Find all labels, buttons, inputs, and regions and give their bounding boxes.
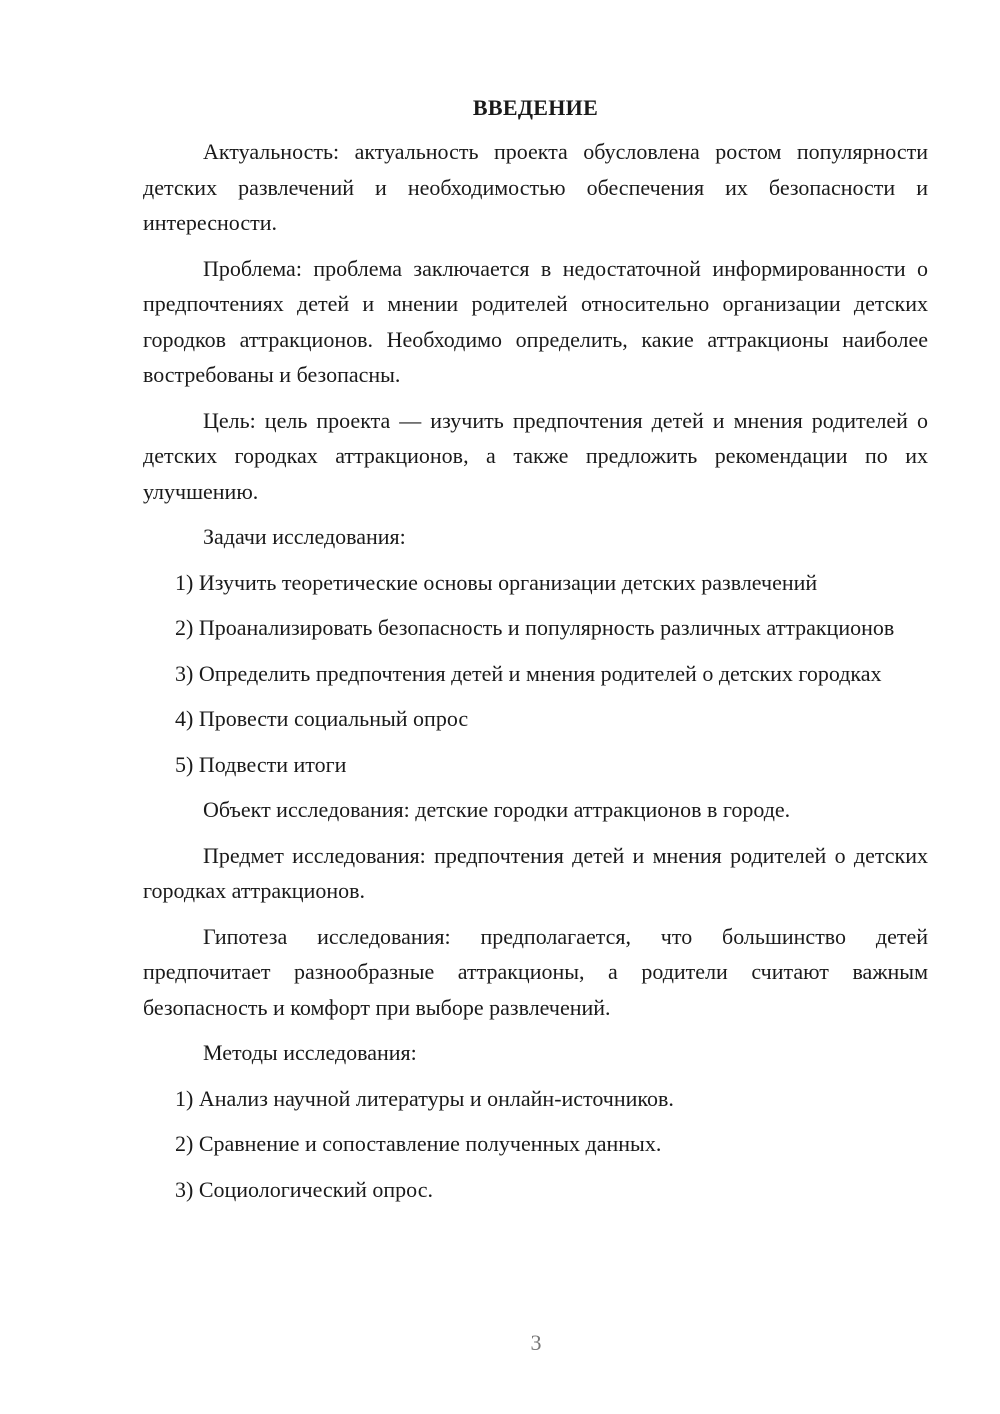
document-page bbox=[143, 90, 928, 1217]
page-number: 3 bbox=[530, 1330, 542, 1355]
method-item: 1) Анализ научной литературы и онлайн-источников. bbox=[175, 1085, 674, 1111]
section-title: ВВЕДЕНИЕ bbox=[472, 95, 599, 120]
method-item: 2) Сравнение и сопоставление полученных данных. bbox=[175, 1131, 662, 1156]
tasks-heading: Задачи исследования: bbox=[203, 524, 406, 549]
goal-paragraph: Цель: цель проекта — изучить предпочтения детей и мнения родителей о детских городках аттракционов, а также предложить рекомендации по их улучшению. bbox=[143, 407, 928, 504]
problem-paragraph: Проблема: проблема заключается в недостаточной информированности о предпочтениях детей и мнении родителей относительно организации детских городков аттракционов. Необходимо определить, какие аттракционы наиболее востребованы и безопасны. bbox=[143, 255, 928, 387]
task-item: 1) Изучить теоретические основы организации детских развлечений bbox=[175, 569, 818, 595]
object-paragraph: Объект исследования: детские городки аттракционов в городе. bbox=[203, 797, 791, 822]
relevance-paragraph: Актуальность: актуальность проекта обусловлена ростом популярности детских развлечений и необходимостью обеспечения их безопасности и интересности. bbox=[143, 139, 928, 235]
task-item: 5) Подвести итоги bbox=[175, 751, 347, 777]
methods-heading: Методы исследования: bbox=[203, 1040, 417, 1065]
subject-paragraph: Предмет исследования: предпочтения детей и мнения родителей о детских городках аттракционов. bbox=[143, 842, 928, 903]
method-item: 3) Социологический опрос. bbox=[175, 1176, 433, 1202]
task-item: 3) Определить предпочтения детей и мнения родителей о детских городках bbox=[175, 660, 882, 686]
hypothesis-paragraph: Гипотеза исследования: предполагается, что большинство детей предпочитает разнообразные аттракционы, а родители считают важным безопасность и комфорт при выборе развлечений. bbox=[143, 923, 928, 1020]
task-item: 4) Провести социальный опрос bbox=[175, 706, 469, 731]
task-item: 2) Проанализировать безопасность и популярность различных аттракционов bbox=[175, 615, 895, 640]
